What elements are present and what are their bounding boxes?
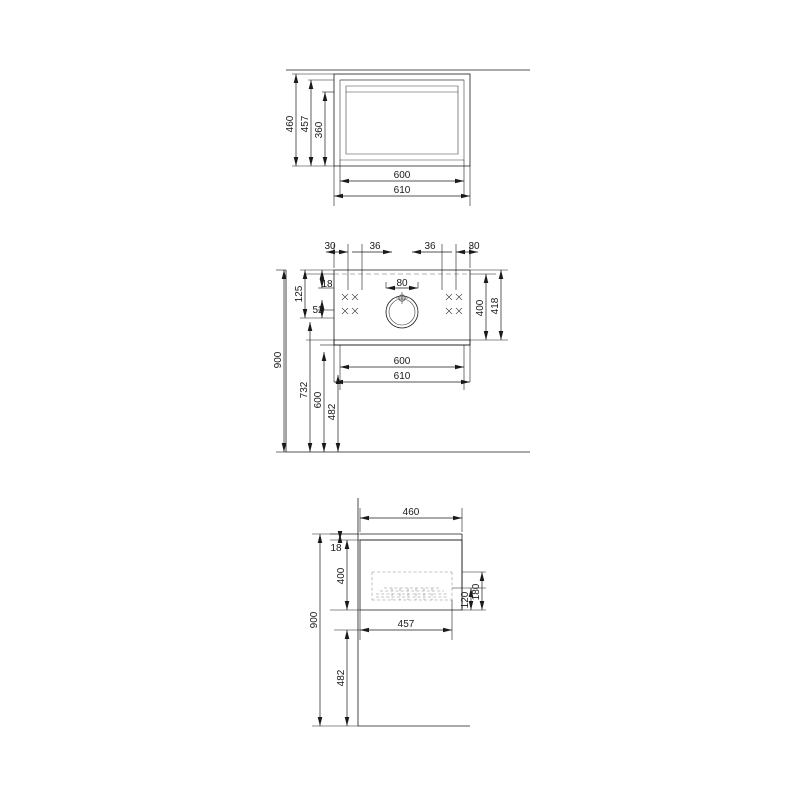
dim-482-plan: 482 <box>327 403 338 421</box>
dim-610-front: 610 <box>393 185 411 196</box>
dim-80-plan: 80 <box>396 278 408 289</box>
dim-457-side: 457 <box>397 619 415 630</box>
dim-125-plan: 125 <box>294 285 305 303</box>
dim-600-plan-horz: 600 <box>393 356 411 367</box>
dim-732-plan: 732 <box>299 381 310 399</box>
dim-600-front: 600 <box>393 170 411 181</box>
dim-360-front: 360 <box>314 121 325 139</box>
dim-120-side: 120 <box>460 591 471 609</box>
dim-18-side: 18 <box>330 543 342 554</box>
dim-36-plan-left: 36 <box>369 241 381 252</box>
dim-460-side: 460 <box>402 507 420 518</box>
dim-482-side: 482 <box>336 669 347 687</box>
dim-610-plan: 610 <box>393 371 411 382</box>
dim-457-front: 457 <box>300 115 311 133</box>
dim-30-plan-right: 30 <box>468 241 480 252</box>
dim-400-plan: 400 <box>475 299 486 317</box>
dim-460-front: 460 <box>285 115 296 133</box>
dim-900-side: 900 <box>309 611 320 629</box>
dim-18-plan: 18 <box>321 279 333 290</box>
view-front-elevation <box>285 70 530 206</box>
dim-36-plan-right: 36 <box>424 241 436 252</box>
dim-600-plan-vert: 600 <box>313 391 324 409</box>
dim-900-plan: 900 <box>273 351 284 369</box>
dim-30-plan-left: 30 <box>324 241 336 252</box>
view-plan <box>273 241 530 452</box>
dim-180-side: 180 <box>471 583 482 601</box>
view-side-elevation <box>309 498 486 726</box>
dim-400-side: 400 <box>336 567 347 585</box>
dim-52-plan: 52 <box>312 305 324 316</box>
dim-418-plan: 418 <box>490 297 501 315</box>
